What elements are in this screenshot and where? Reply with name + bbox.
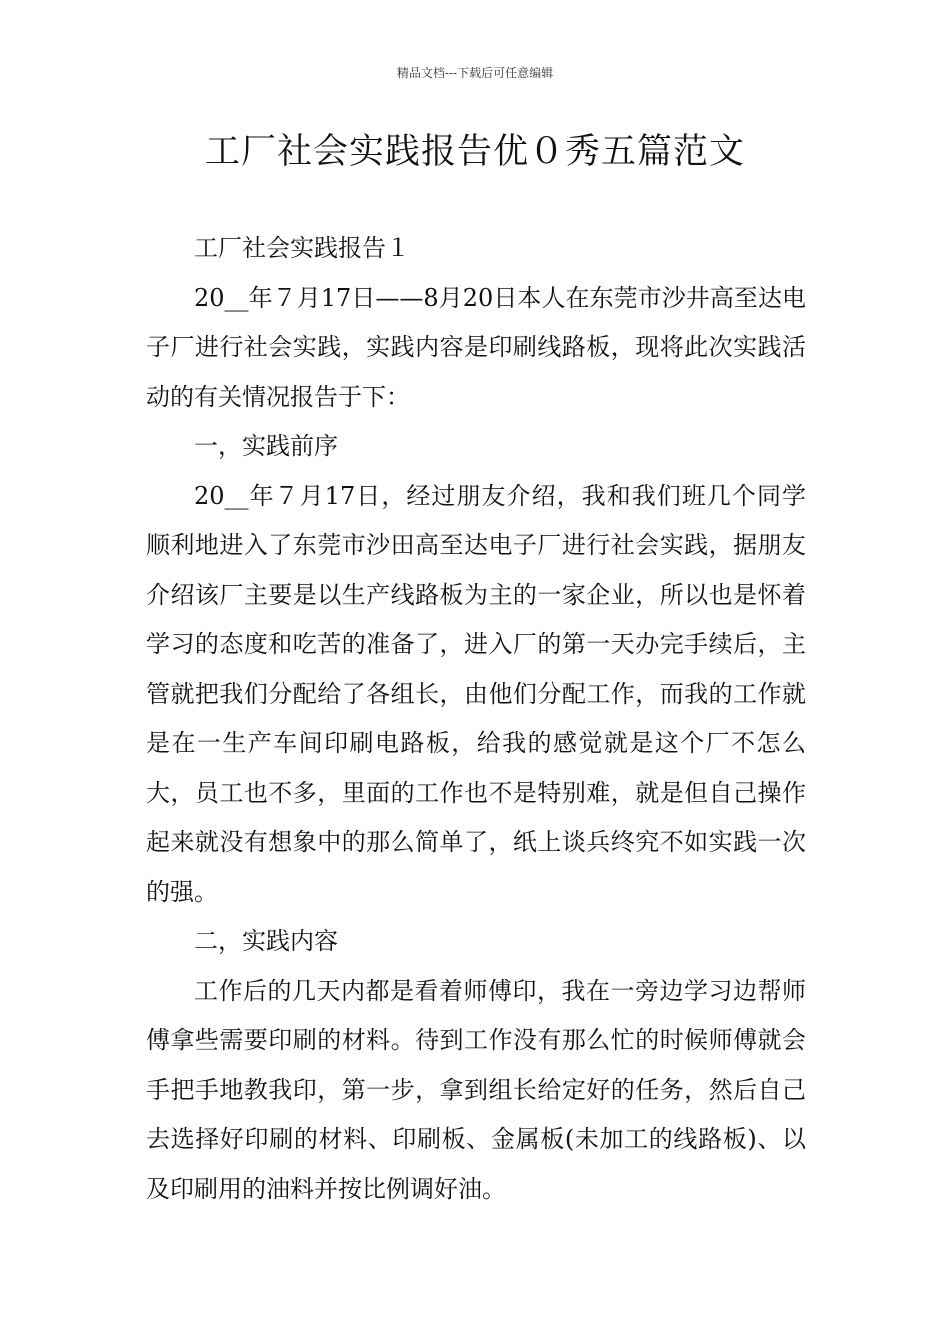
section-heading-report-1: 工厂社会实践报告１ [194, 234, 410, 262]
section-heading-content: 二，实践内容 [194, 927, 338, 955]
document-body [146, 224, 806, 1214]
section-heading-preface: 一，实践前序 [194, 432, 338, 460]
paragraph-preface: 20__年７月17日，经过朋友介绍，我和我们班几个同学顺利地进入了东莞市沙田高至达电子厂进行社会实践，据朋友介绍该厂主要是以生产线路板为主的一家企业，所以也是怀着学习的态度和吃苦的准备了，进入厂的第一天办完手续后，主管就把我们分配给了各组长，由他们分配工作，而我的工作就是在一生产车间印刷电路板，给我的感觉就是这个厂不怎么大，员工也不多，里面的工作也不是特别难，就是但自己操作起来就没有想象中的那么简单了，纸上谈兵终究不如实践一次的强。 [146, 481, 806, 906]
document-title: 工厂社会实践报告优０秀五篇范文 [204, 132, 745, 172]
paragraph-intro: 20__年７月17日——8月20日本人在东莞市沙井高至达电子厂进行社会实践，实践内容是印刷线路板，现将此次实践活动的有关情况报告于下： [146, 283, 806, 411]
header-note: 精品文档---下载后可任意编辑 [396, 66, 554, 80]
paragraph-content: 工作后的几天内都是看着师傅印，我在一旁边学习边帮师傅拿些需要印刷的材料。待到工作没有那么忙的时候师傅就会手把手地教我印，第一步，拿到组长给定好的任务，然后自己去选择好印刷的材料、印刷板、金属板(未加工的线路板)、以及印刷用的油料并按比例调好油。 [146, 976, 806, 1203]
